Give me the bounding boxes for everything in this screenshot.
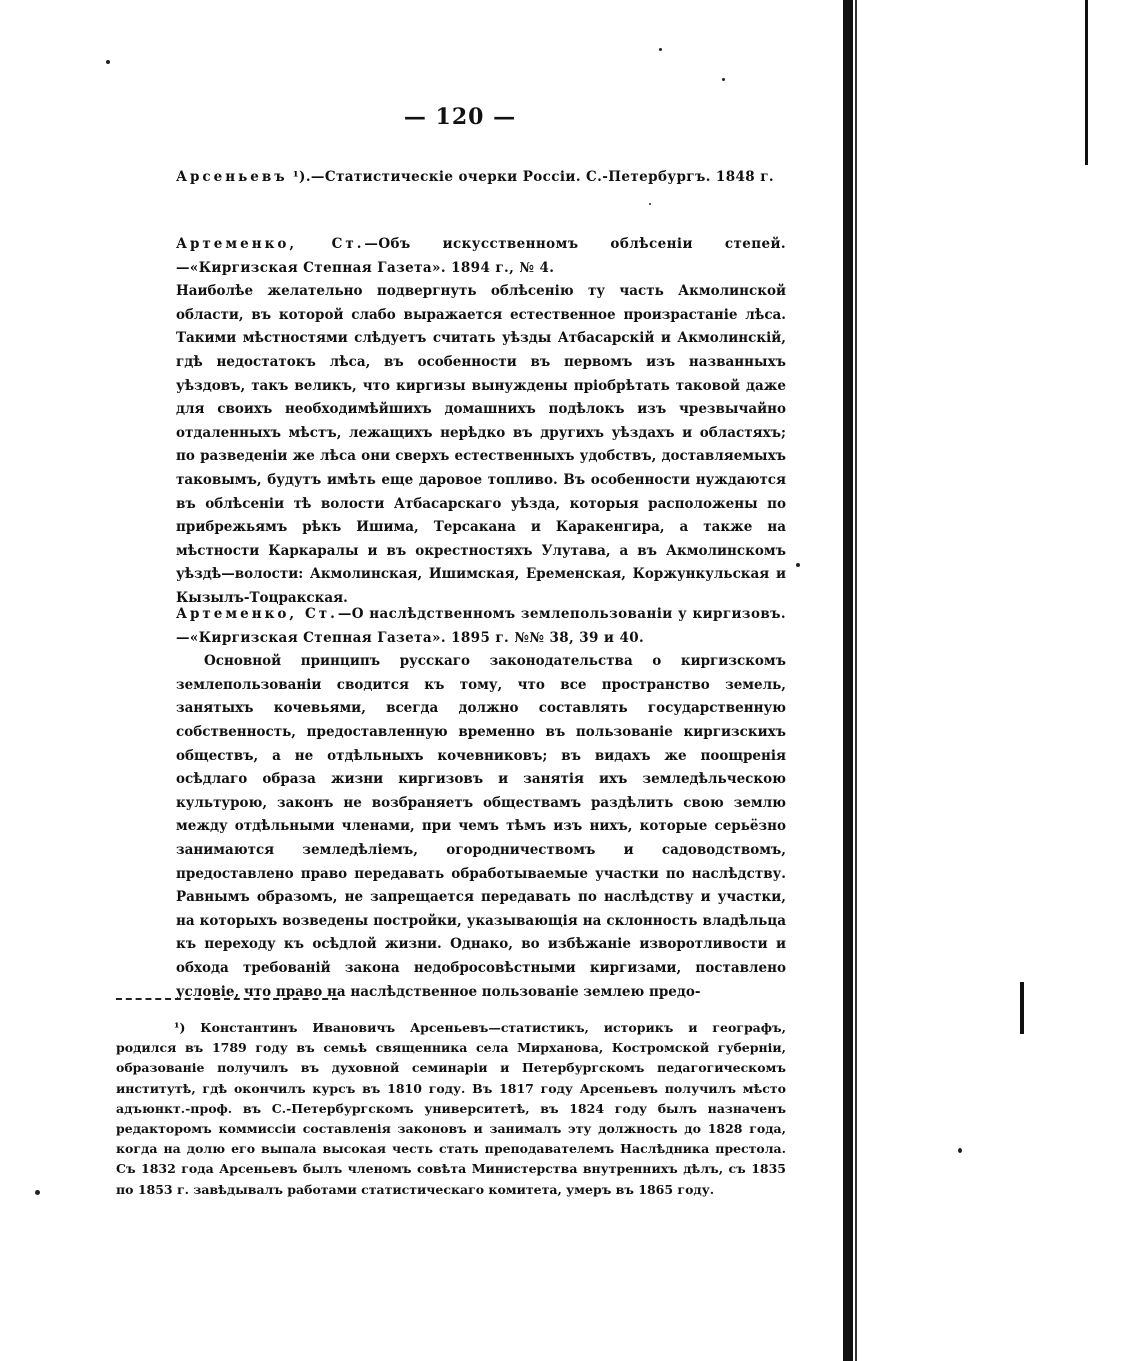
entry-author: Артеменко, Ст.	[176, 236, 365, 252]
scan-speck	[958, 1148, 962, 1153]
footnote: ¹) Константинъ Ивановичъ Арсеньевъ—статистикъ, историкъ и географъ, родился въ 1789 году въ семьѣ священника села Мирханова, Костромской губерніи, образованіе получилъ въ духовной семинаріи и Петербургскомъ педагогическомъ институтѣ, гдѣ окончилъ курсъ въ 1810 году. Въ 1817 году Арсеньевъ получилъ мѣсто адъюнкт.-проф. въ С.-Петербургскомъ университетѣ, въ 1824 году былъ назначенъ редакторомъ коммиссіи составленія законовъ и занималъ эту должность до 1828 года, когда на долю его выпала высокая честь стать преподавателемъ Наслѣдника престола. Съ 1832 года Арсеньевъ былъ членомъ совѣта Министерства внутреннихъ дѣлъ, съ 1835 по 1853 г. завѣдывалъ работами статистическаго комитета, умеръ въ 1865 году.	[116, 1020, 786, 1197]
footnote-separator	[116, 998, 338, 1000]
bibliography-entry	[176, 166, 786, 190]
entry-heading	[176, 603, 786, 650]
scan-speck	[796, 563, 800, 567]
entry-title: —Объ искусственномъ облѣсеніи степей.—«Киргизская Степная Газета». 1894 г., № 4.	[176, 236, 786, 276]
bibliography-entry	[176, 603, 786, 1004]
scan-speck	[649, 203, 651, 205]
bibliography-entry	[176, 233, 786, 611]
entry-author: Арсеньевъ	[176, 169, 288, 185]
page-number: — 120 —	[403, 104, 517, 130]
entry-annotation: Наиболѣе желательно подвергнуть облѣсенію ту часть Акмолинской области, въ которой слабо выражается естественное произрастаніе лѣса. Такими мѣстностями слѣдуетъ считать уѣзды Атбасарскій и Акмолинскій, гдѣ недостатокъ лѣса, въ особенности въ первомъ изъ названныхъ уѣздовъ, такъ великъ, что киргизы вынуждены пріобрѣтать таковой даже для своихъ необходимѣйшихъ домашнихъ подѣлокъ изъ чрезвычайно отдаленныхъ мѣстъ, лежащихъ нерѣдко въ другихъ уѣздахъ и областяхъ; по разведеніи же лѣса они сверхъ естественныхъ удобствъ, доставляемыхъ таковымъ, будутъ имѣть еще даровое топливо. Въ особенности нуждаются въ облѣсеніи тѣ волости Атбасарскаго уѣзда, которыя расположены по прибрежьямъ рѣкъ Ишима, Терсакана и Каракенгира, а также на мѣстности Каркаралы и въ окрестностяхъ Улутава, а въ Акмолинскомъ уѣздѣ—волости: Акмолинская, Ишимская, Еременская, Коржункульская и Кызылъ-Тоцракская.	[176, 283, 786, 606]
entry-heading	[176, 233, 786, 280]
scan-speck	[722, 78, 725, 81]
page-edge-shadow	[843, 0, 853, 1361]
page-edge-line	[855, 0, 857, 1361]
scan-speck	[659, 48, 662, 51]
margin-mark-2	[1020, 982, 1024, 1034]
entry-author: Артеменко, Ст.	[176, 606, 338, 622]
margin-mark-1	[1085, 0, 1088, 165]
scan-speck	[35, 1190, 40, 1195]
entry-annotation: Основной принципъ русскаго законодательства о киргизскомъ землепользованіи сводится къ тому, что все пространство земель, занятыхъ кочевьями, всегда должно составлять государственную собственность, предоставленную временно въ пользованіе киргизскихъ обществъ, а не отдѣльныхъ кочевниковъ; въ видахъ же поощренія осѣдлаго образа жизни киргизовъ и занятія ихъ земледѣльческою культурою, законъ не возбраняетъ обществамъ раздѣлить свою землю между отдѣльными членами, при чемъ тѣмъ изъ нихъ, которые серьёзно занимаются земледѣліемъ, огородничествомъ и садоводствомъ, предоставлено право передавать обработываемые участки по наслѣдству. Равнымъ образомъ, не запрещается передавать по наслѣдству и участки, на которыхъ возведены постройки, указывающія на склонность владѣльца къ переходу къ осѣдлой жизни. Однако, во избѣжаніе изворотливости и обхода требованій закона недобросовѣстными киргизами, поставлено условіе, что право на наслѣдственное пользованіе землею предо-	[176, 653, 786, 1000]
entry-title: ¹).—Статистическіе очерки Россіи. С.-Петербургъ. 1848 г.	[287, 169, 774, 185]
entry-title: —О наслѣдственномъ землепользованіи у киргизовъ.—«Киргизская Степная Газета». 1895 г. №№ 38, 39 и 40.	[176, 606, 786, 646]
scan-speck	[106, 60, 110, 64]
entry-heading	[176, 166, 786, 190]
